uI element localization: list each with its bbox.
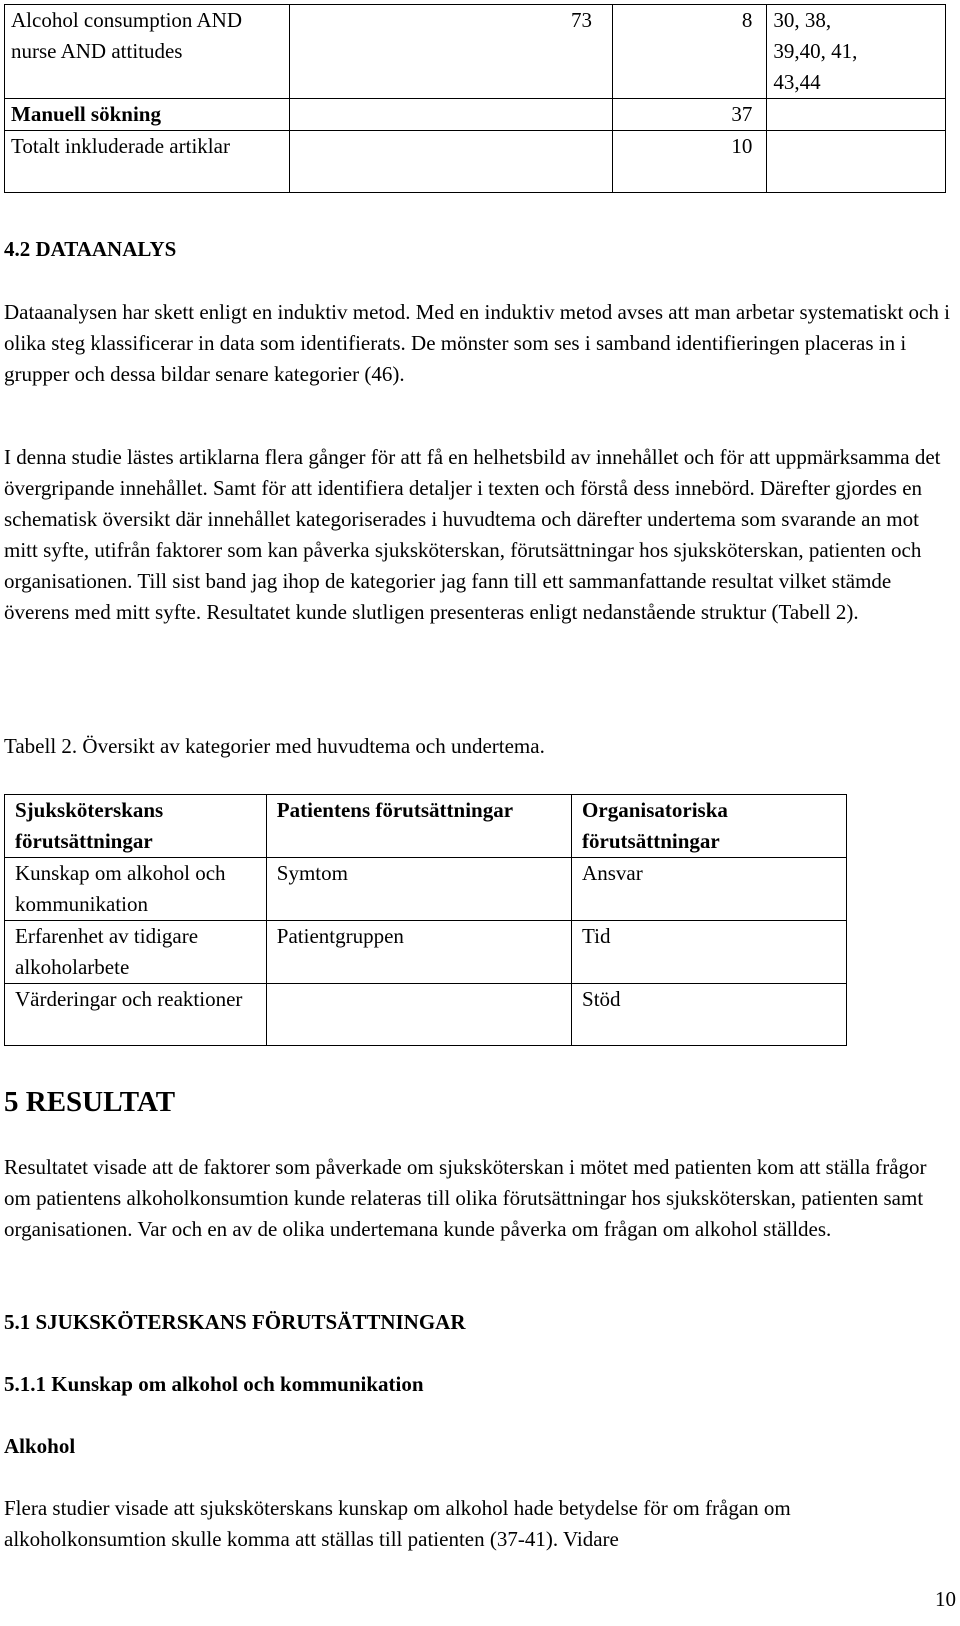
table-cell: Tid: [572, 921, 847, 984]
paragraph: Flera studier visade att sjuksköterskans kunskap om alkohol hade betydelse för om frågan om alkoholkonsumtion skulle komma att ställas till patienten (37-41). Vidare: [4, 1496, 791, 1551]
search-terms-cell: Manuell sökning: [5, 99, 290, 131]
reference-line: 30, 38,: [773, 8, 832, 32]
category-table: [4, 794, 847, 1046]
references-cell: [767, 5, 946, 99]
search-terms-cell: Alcohol consumption AND nurse AND attitudes: [5, 5, 290, 99]
search-terms-cell: Totalt inkluderade artiklar: [5, 131, 290, 193]
table-caption: Tabell 2. Översikt av kategorier med huvudtema och undertema.: [4, 734, 545, 758]
column-header: Patientens förutsättningar: [266, 795, 571, 858]
reference-line: 39,40, 41,: [773, 39, 858, 63]
table-cell: Ansvar: [572, 858, 847, 921]
paragraph: Dataanalysen har skett enligt en induktiv metod. Med en induktiv metod avses att man arbetar systematiskt och i olika steg klassificerar in data som identifierats. De mönster som ses i samband identifieringen placeras in i grupper och dessa bildar senare kategorier (46).: [4, 300, 950, 386]
section-heading-4-2: 4.2 DATAANALYS: [4, 237, 177, 261]
hits-cell: [289, 99, 612, 131]
references-cell: [767, 99, 946, 131]
paragraph: I denna studie lästes artiklarna flera gånger för att få en helhetsbild av innehållet och för att uppmärksamma det övergripande innehållet. Samt för att identifiera detaljer i texten och förstå dess innebörd. Därefter gjordes en schematisk översikt där innehållet kategoriserades i huvudtema och därefter undertema som svarande an mot mitt syfte, utifrån faktorer som kan påverka sjuksköterskan, förutsättningar hos sjuksköterskan, patienten och organisationen. Till sist band jag ihop de kategorier jag fann till ett sammanfattande resultat vilket stämde överens med mitt syfte. Resultatet kunde slutligen presenteras enligt nedanstående struktur (Tabell 2).: [4, 445, 941, 624]
section-heading-5-1: 5.1 SJUKSKÖTERSKANS FÖRUTSÄTTNINGAR: [4, 1310, 466, 1334]
selected-cell: 37: [612, 99, 766, 131]
section-heading-5-1-1: 5.1.1 Kunskap om alkohol och kommunikation: [4, 1372, 424, 1396]
column-header: Sjuksköterskans förutsättningar: [5, 795, 267, 858]
table-row: [5, 5, 946, 99]
paragraph: Resultatet visade att de faktorer som påverkade om sjuksköterskan i mötet med patienten kom att ställa frågor om patientens alkoholkonsumtion kunde relateras till olika förutsättningar hos sjuksköterskan, patienten samt organisationen. Var och en av de olika undertemana kunde påverka om frågan om alkohol ställdes.: [4, 1155, 927, 1241]
table-cell: Kunskap om alkohol och kommunikation: [5, 858, 267, 921]
table-cell: [266, 984, 571, 1046]
table-cell: Stöd: [572, 984, 847, 1046]
selected-cell: 8: [612, 5, 766, 99]
table-cell: Symtom: [266, 858, 571, 921]
hits-cell: 73: [289, 5, 612, 99]
subheading-alkohol: Alkohol: [4, 1434, 76, 1458]
selected-cell: 10: [612, 131, 766, 193]
section-heading-5: 5 RESULTAT: [4, 1086, 176, 1118]
search-results-table: [4, 4, 946, 193]
table-row: [5, 99, 946, 131]
table-cell: Erfarenhet av tidigare alkoholarbete: [5, 921, 267, 984]
references-cell: [767, 131, 946, 193]
hits-cell: [289, 131, 612, 193]
table-cell: Patientgruppen: [266, 921, 571, 984]
page-number: 10: [935, 1587, 956, 1611]
reference-line: 43,44: [773, 70, 821, 94]
column-header: Organisatoriska förutsättningar: [572, 795, 847, 858]
table-cell: Värderingar och reaktioner: [5, 984, 267, 1046]
table-row: [5, 131, 946, 193]
table-row: [5, 858, 847, 921]
table-row: [5, 984, 847, 1046]
table-header-row: [5, 795, 847, 858]
table-row: [5, 921, 847, 984]
